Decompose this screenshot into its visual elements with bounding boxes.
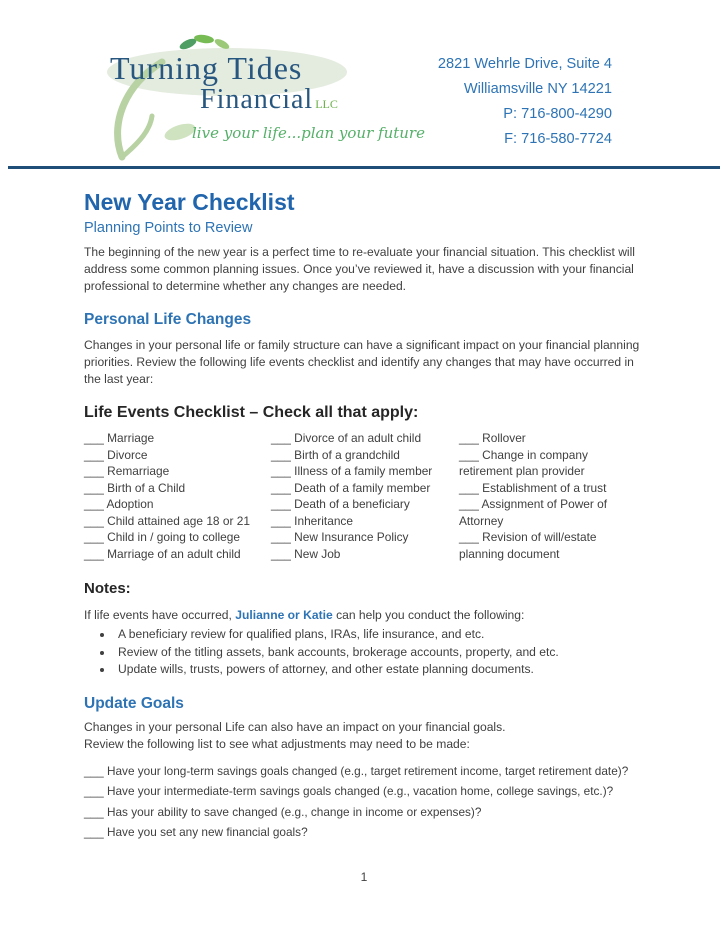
checklist-item	[84, 513, 271, 530]
logo-financial-text: Financial	[200, 84, 314, 115]
checklist-item-label: Change in company retirement plan provider	[459, 447, 588, 478]
checkbox-blank: ___	[84, 784, 104, 799]
goals-checklist	[84, 761, 644, 843]
goal-item	[84, 781, 644, 802]
life-events-checklist	[84, 430, 644, 562]
checkbox-blank: ___	[459, 480, 479, 495]
notes-bullet-list	[114, 626, 644, 679]
address-line2: Williamsville NY 14221	[463, 81, 612, 97]
goal-item	[84, 761, 644, 782]
personal-life-paragraph: Changes in your personal life or family structure can have a significant impact on your financial planning priorities. Review the following life events checklist and identify any changes that may have occurred in the last year:	[84, 338, 640, 386]
intro-paragraph: The beginning of the new year is a perfect time to re-evaluate your financial situation. This checklist will address some common planning issues. Once you’ve reviewed it, have a discussion with your financial professional to determine whether any changes are needed.	[84, 245, 635, 293]
notes-intro	[84, 607, 644, 624]
checklist-item-label: Revision of will/estate planning document	[459, 530, 597, 561]
goal-item	[84, 822, 644, 843]
checkbox-blank: ___	[84, 804, 104, 819]
checklist-column-3	[459, 430, 644, 562]
goal-item-label: Have your long-term savings goals changed (e.g., target retirement income, target retirement date)?	[106, 763, 629, 778]
checklist-item	[271, 463, 459, 480]
notes-intro-suffix: can help you conduct the following:	[332, 608, 525, 622]
logo-llc-text: LLC	[315, 97, 338, 111]
advisor-names: Julianne or Katie	[235, 608, 333, 622]
section-heading-life-events: Life Events Checklist – Check all that apply:	[84, 404, 419, 421]
checkbox-blank: ___	[84, 464, 104, 478]
goal-item-label: Has your ability to save changed (e.g., change in income or expenses)?	[106, 804, 482, 819]
checklist-item	[459, 430, 644, 447]
logo-name-line2	[200, 84, 338, 116]
checklist-column-2	[271, 430, 459, 562]
checklist-item-label: Marriage	[107, 431, 155, 445]
goal-item-label: Have you set any new financial goals?	[106, 825, 308, 840]
checkbox-blank: ___	[459, 431, 479, 445]
checklist-item-label: Establishment of a trust	[482, 480, 607, 495]
goals-intro	[84, 719, 644, 753]
notes-bullet: • A beneficiary review for qualified plans, IRAs, life insurance, and etc.	[114, 626, 644, 644]
page-subtitle: Planning Points to Review	[84, 220, 253, 236]
checklist-item	[271, 447, 459, 464]
notes-intro-prefix: If life events have occurred,	[84, 608, 236, 622]
page-number: 1	[360, 870, 368, 884]
checkbox-blank: ___	[271, 480, 291, 495]
checklist-item-label: Birth of a Child	[107, 480, 186, 495]
logo-name-line1: Turning Tides	[110, 50, 303, 86]
section-heading-notes: Notes:	[84, 580, 131, 597]
checklist-item	[84, 546, 271, 563]
checklist-item-label: Remarriage	[107, 464, 170, 478]
checklist-item-label: Assignment of Power of Attorney	[459, 497, 608, 528]
checkbox-blank: ___	[84, 546, 104, 561]
checklist-item	[84, 480, 271, 497]
checkbox-blank: ___	[84, 447, 104, 462]
checkbox-blank: ___	[84, 530, 104, 544]
checkbox-blank: ___	[271, 497, 291, 511]
checklist-item	[459, 447, 644, 480]
letterhead	[0, 0, 728, 169]
checklist-item	[84, 430, 271, 447]
checklist-item-label: Divorce of an adult child	[294, 431, 422, 445]
checkbox-blank: ___	[459, 497, 479, 511]
checklist-item	[271, 529, 459, 546]
checklist-item	[459, 480, 644, 497]
checkbox-blank: ___	[84, 763, 104, 778]
checklist-item	[271, 430, 459, 447]
checklist-item-label: Death of a family member	[294, 480, 431, 495]
checkbox-blank: ___	[271, 464, 291, 478]
notes-bullet: • Update wills, trusts, powers of attorney, and other estate planning documents.	[114, 661, 644, 679]
checklist-item	[84, 447, 271, 464]
goals-intro-line2: Review the following list to see what adjustments may need to be made:	[84, 736, 470, 751]
checklist-item	[271, 546, 459, 563]
address-fax: F: 716-580-7724	[504, 131, 612, 147]
checklist-item	[271, 480, 459, 497]
checklist-item	[271, 496, 459, 513]
checkbox-blank: ___	[271, 447, 291, 462]
address-phone: P: 716-800-4290	[503, 106, 612, 122]
checklist-item-label: Adoption	[106, 497, 154, 511]
checklist-item-label: Divorce	[107, 447, 148, 462]
checklist-item-label: Rollover	[482, 431, 526, 445]
checklist-item-label: New Insurance Policy	[294, 530, 409, 544]
checkbox-blank: ___	[84, 497, 104, 511]
checklist-item-label: Child in / going to college	[107, 530, 241, 544]
logo-tagline: live your life...plan your future	[192, 124, 425, 142]
checkbox-blank: ___	[459, 530, 479, 544]
checkbox-blank: ___	[271, 513, 291, 528]
checkbox-blank: ___	[84, 513, 104, 528]
checklist-item-label: Inheritance	[294, 513, 353, 528]
checklist-item-label: Death of a beneficiary	[294, 497, 410, 511]
notes-bullet: • Review of the titling assets, bank accounts, brokerage accounts, property, and etc.	[114, 644, 644, 662]
checklist-item-label: New Job	[294, 546, 341, 561]
checklist-item	[84, 496, 271, 513]
document-body	[0, 189, 728, 843]
checklist-item-label: Child attained age 18 or 21	[107, 513, 250, 528]
checkbox-blank: ___	[84, 431, 104, 445]
company-address-block	[438, 52, 612, 152]
checklist-item-label: Birth of a grandchild	[294, 447, 400, 462]
section-heading-personal-life: Personal Life Changes	[84, 311, 252, 328]
checklist-item	[459, 496, 644, 529]
goals-intro-line1: Changes in your personal Life can also have an impact on your financial goals.	[84, 719, 506, 734]
section-heading-update-goals: Update Goals	[84, 694, 184, 712]
checkbox-blank: ___	[84, 480, 104, 495]
checkbox-blank: ___	[271, 530, 291, 544]
header-rule	[8, 166, 720, 169]
checklist-item-label: Illness of a family member	[294, 464, 433, 478]
goal-item	[84, 802, 644, 823]
checkbox-blank: ___	[84, 825, 104, 840]
address-line1: 2821 Wehrle Drive, Suite 4	[437, 56, 612, 72]
checklist-column-1	[84, 430, 271, 562]
goal-item-label: Have your intermediate-term savings goals changed (e.g., vacation home, college savings, etc.)?	[106, 784, 614, 799]
checkbox-blank: ___	[459, 447, 479, 462]
checklist-item-label: Marriage of an adult child	[107, 546, 241, 561]
checklist-item	[84, 463, 271, 480]
checkbox-blank: ___	[271, 546, 291, 561]
checklist-item	[459, 529, 644, 562]
page-title: New Year Checklist	[84, 189, 295, 215]
checkbox-blank: ___	[271, 431, 291, 445]
checklist-item	[271, 513, 459, 530]
company-logo	[92, 32, 425, 162]
checklist-item	[84, 529, 271, 546]
